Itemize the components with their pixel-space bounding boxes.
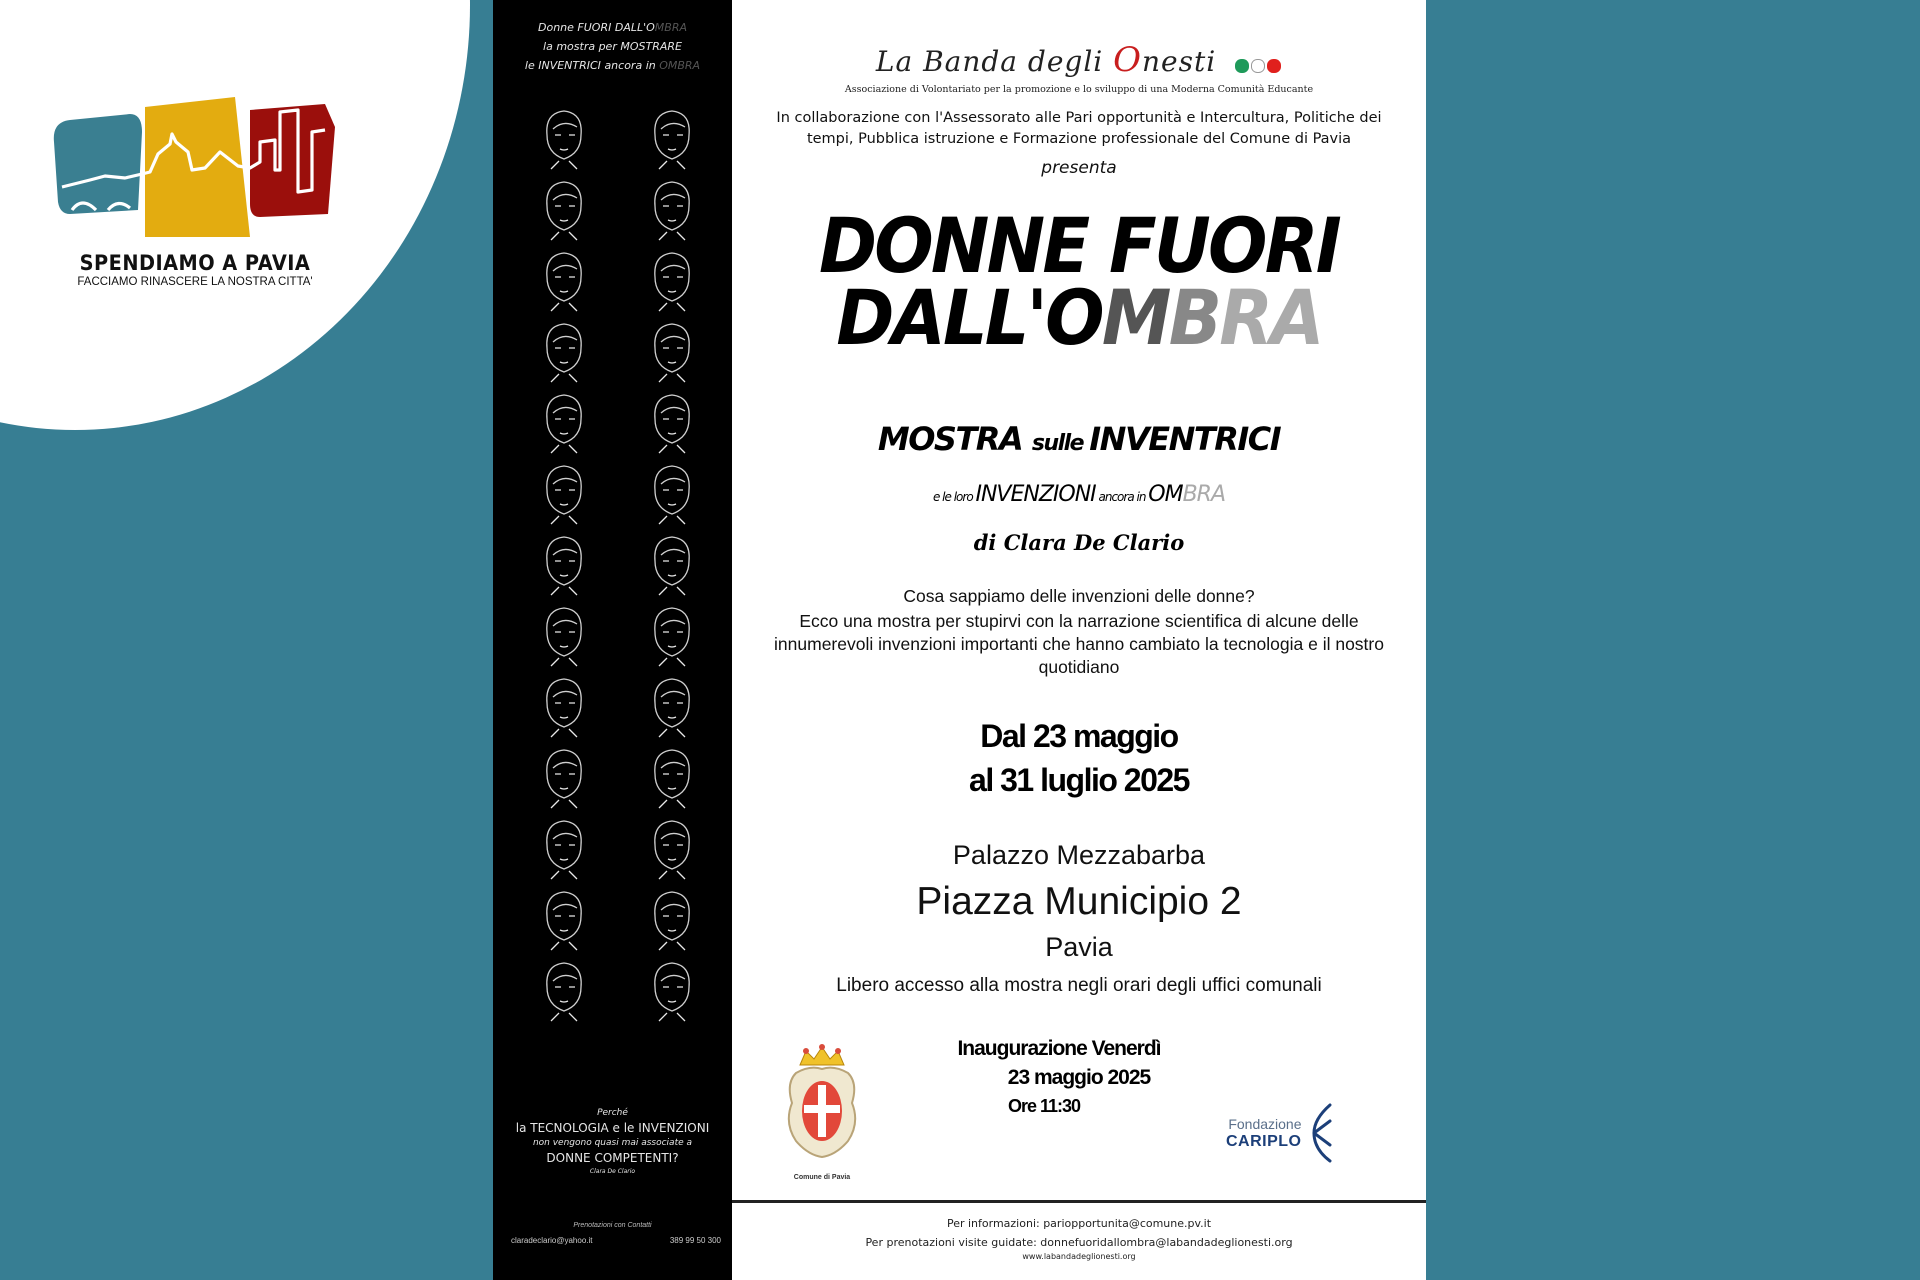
portrait-sketch-icon (641, 744, 703, 810)
portrait-sketch-icon (533, 886, 595, 952)
subtitle-text: INVENTRICI (1089, 420, 1281, 458)
presenta-text: presenta (1041, 158, 1117, 178)
portrait-row (533, 957, 703, 1028)
portrait-sketch-icon (533, 176, 595, 242)
portrait-row (533, 247, 703, 318)
strip-footer-text: la TECNOLOGIA e le INVENZIONI (515, 1121, 710, 1135)
tricolor-apples-icon (1234, 47, 1282, 80)
subtitle-text: MOSTRA (877, 420, 1032, 458)
venue-address: Piazza Municipio 2 (916, 880, 1242, 923)
strip-footer-text: DONNE COMPETENTI? (546, 1151, 679, 1165)
portrait-row (533, 389, 703, 460)
organization-subtitle: Associazione di Volontariato per la promozione e lo sviluppo di una Moderna Comunità Educante (844, 84, 1314, 95)
portrait-sketch-icon (641, 460, 703, 526)
portrait-row (533, 744, 703, 815)
portrait-sketch-icon (641, 176, 703, 242)
venue-city: Pavia (1045, 932, 1113, 962)
contact-phone: 389 99 50 300 (669, 1236, 721, 1245)
description-question: Cosa sappiamo delle invenzioni delle donne? (903, 586, 1255, 606)
portrait-sketch-icon (533, 744, 595, 810)
portrait-sketch-icon (641, 886, 703, 952)
contact-email: claradeclario@yahoo.it (511, 1236, 593, 1245)
portrait-sketches-grid (533, 105, 703, 1028)
subtitle-text: sulle (1031, 431, 1090, 456)
spendiamo-a-pavia-logo (50, 92, 340, 288)
date-from: Dal 23 maggio (980, 718, 1178, 754)
organization-name (732, 40, 1426, 80)
strip-header-text: la mostra per (543, 40, 621, 53)
strip-footer-text: non vengono quasi mai associate a (532, 1138, 693, 1148)
strip-header-text: OMBRA (659, 59, 701, 72)
crest-label: Comune di Pavia (793, 1174, 851, 1181)
strip-contact (511, 1236, 721, 1245)
access-note: Libero accesso alla mostra negli orari degli uffici comunali (836, 975, 1322, 996)
strip-signature: Clara De Clario (589, 1168, 636, 1175)
portrait-row (533, 815, 703, 886)
portrait-sketch-icon (533, 318, 595, 384)
tagline-text: BRA (1182, 482, 1225, 507)
portrait-row (533, 318, 703, 389)
portrait-sketch-icon (533, 460, 595, 526)
date-to: al 31 luglio 2025 (969, 762, 1189, 798)
portrait-sketch-icon (533, 673, 595, 739)
collaboration-text: In collaborazione con l'Assessorato alle Pari opportunità e Intercultura, Politiche dei tempi, Pubblica istruzione e Formazione professionale del Comune di Pavia (776, 110, 1382, 147)
portrait-sketch-icon (533, 815, 595, 881)
exhibition-description (762, 585, 1396, 679)
strip-header-text: ancora in (604, 59, 660, 72)
portrait-row (533, 531, 703, 602)
portrait-row (533, 886, 703, 957)
tagline-text: OM (1148, 482, 1183, 507)
footer-divider (732, 1200, 1426, 1203)
inauguration-time: Ore 11:30 (1007, 1096, 1081, 1116)
strip-header-text: Donne (538, 21, 578, 34)
exhibition-title (760, 201, 1398, 362)
tagline-text: INVENZIONI (975, 482, 1096, 507)
exhibition-tagline (732, 482, 1426, 507)
portrait-row (533, 105, 703, 176)
portrait-sketch-icon (533, 531, 595, 597)
portrait-sketch-icon (641, 602, 703, 668)
strip-header-text: MBRA (654, 21, 687, 34)
info-contact: Per informazioni: pariopportunita@comune.pv.it (946, 1217, 1212, 1230)
poster-footer (732, 1214, 1426, 1261)
portrait-sketch-icon (533, 247, 595, 313)
portrait-sketch-icon (533, 602, 595, 668)
tagline-text: e le loro (932, 490, 976, 504)
portrait-sketch-icon (641, 673, 703, 739)
tagline-text: ancora in (1095, 490, 1149, 504)
strip-footer-text: Perché (597, 1108, 628, 1118)
pavia-skyline-logo-icon (50, 92, 340, 237)
exhibition-dates (732, 714, 1426, 802)
portrait-sketch-icon (533, 389, 595, 455)
portrait-sketch-icon (533, 957, 595, 1023)
event-poster (493, 0, 1426, 1280)
sponsor-line-2: CARIPLO (1226, 1133, 1302, 1150)
title-text: M (1101, 273, 1169, 362)
org-name-o: O (1113, 40, 1143, 80)
strip-header-text: MOSTRARE (620, 40, 682, 53)
title-line-1: DONNE FUORI (818, 201, 1340, 290)
org-name-text: nesti (1142, 45, 1217, 78)
title-text: B (1168, 273, 1220, 362)
exhibition-subtitle (732, 420, 1426, 458)
portrait-sketch-icon (641, 105, 703, 171)
inauguration-day: Inaugurazione Venerdì (957, 1037, 1161, 1060)
portrait-sketch-icon (641, 247, 703, 313)
strip-header-text: le (524, 59, 539, 72)
portrait-row (533, 176, 703, 247)
title-text: RA (1219, 273, 1322, 362)
portrait-sketch-icon (641, 389, 703, 455)
portrait-sketch-icon (641, 957, 703, 1023)
portrait-sketch-icon (533, 105, 595, 171)
strip-header-text: INVENTRICI (538, 59, 605, 72)
strip-header-text: FUORI DALL'O (577, 21, 655, 34)
portrait-sketch-icon (641, 815, 703, 881)
portrait-row (533, 602, 703, 673)
title-text: DALL'O (836, 273, 1102, 362)
portrait-row (533, 460, 703, 531)
organization-header (732, 40, 1426, 95)
fondazione-cariplo-logo (1226, 1103, 1338, 1163)
poster-side-strip (493, 0, 732, 1280)
strip-contact-lead: Prenotazioni con Contatti (573, 1222, 652, 1229)
description-body: Ecco una mostra per stupirvi con la narrazione scientifica di alcune delle innumerevoli invenzioni importanti che hanno cambiato la tecnologia e il nostro quotidiano (774, 611, 1384, 677)
strip-header (493, 18, 732, 75)
portrait-row (533, 673, 703, 744)
booking-contact: Per prenotazioni visite guidate: donnefuoridallombra@labandadeglionesti.org (865, 1236, 1293, 1249)
cariplo-symbol-icon (1308, 1103, 1338, 1163)
portrait-sketch-icon (641, 318, 703, 384)
author-credit: di Clara De Clario (973, 530, 1185, 555)
org-name-text: La Banda degli (875, 45, 1114, 78)
venue-building: Palazzo Mezzabarba (952, 840, 1206, 870)
title-line-2 (760, 273, 1398, 362)
portrait-sketch-icon (641, 531, 703, 597)
website-link: www.labandadeglionesti.org (1022, 1252, 1136, 1261)
brand-name: SPENDIAMO A PAVIA (79, 251, 311, 275)
poster-main-sheet (732, 0, 1426, 1280)
inauguration-date: 23 maggio 2025 (1007, 1066, 1151, 1089)
brand-tagline: FACCIAMO RINASCERE LA NOSTRA CITTA' (77, 276, 313, 288)
sponsor-line-1: Fondazione (1228, 1116, 1302, 1132)
